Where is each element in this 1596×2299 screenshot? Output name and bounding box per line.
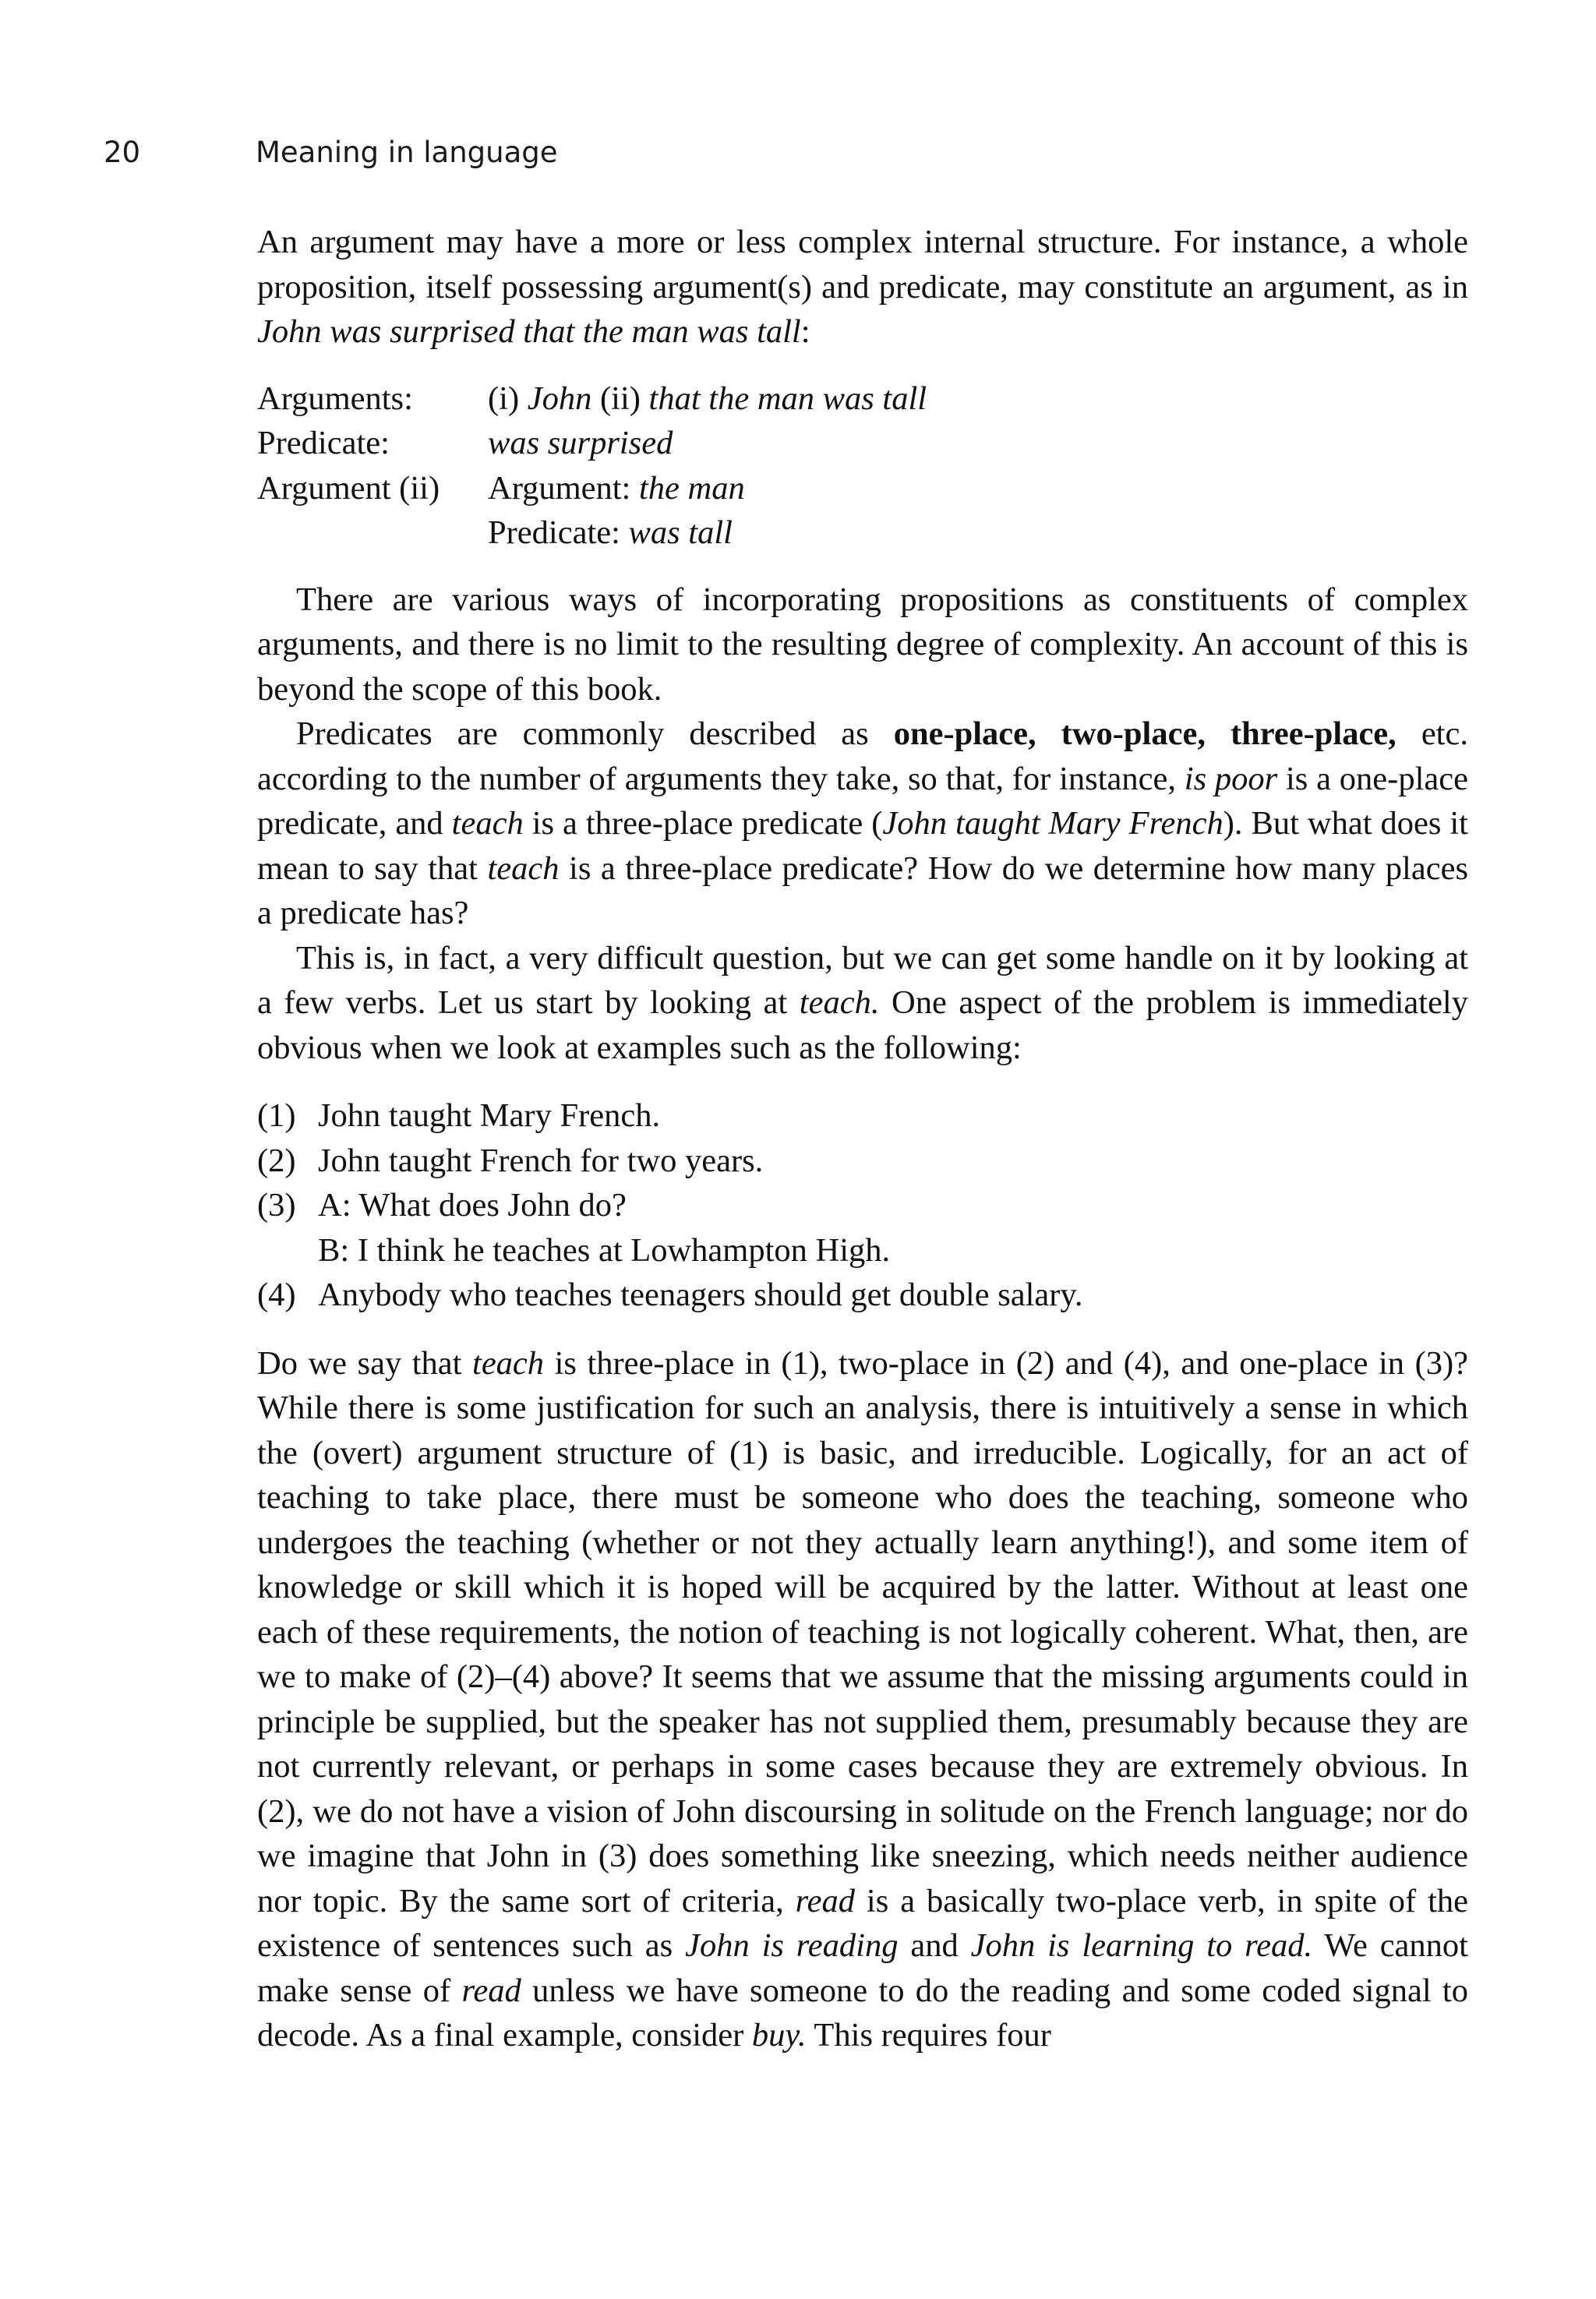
paragraph-complexity: There are various ways of incorporating propositions as constituents of complex arguments, and there is no limit to the resulting degree of complexity. An account of this is beyond the scope of this book. — [257, 581, 1468, 708]
analysis-label: Predicate: — [257, 425, 390, 461]
example-text: John taught French for two years. — [318, 1142, 764, 1179]
example-text: Anybody who teaches teenagers should get double salary. — [318, 1277, 1083, 1313]
text-run: : — [800, 313, 810, 350]
analysis-value: Predicate: was tall — [488, 514, 733, 551]
example-number: (3) — [257, 1187, 296, 1224]
paragraph-argument-structure — [257, 220, 1468, 355]
analysis-label: Argument (ii) — [257, 469, 440, 507]
analysis-label-empty — [257, 510, 488, 556]
example-number: (2) — [257, 1142, 296, 1179]
paragraph-place-predicates: Predicates are commonly described as one-place, two-place, three-place, etc. according to the number of arguments they take, so that, for instance, is poor is a one-place predicate, and teach is a three-place predicate (John taught Mary French). But what does it mean to say that teach is a three-place predicate? How do we determine how many places a predicate has? — [257, 715, 1468, 931]
example-sentence: John was surprised that the man was tall — [257, 313, 801, 350]
analysis-value: Argument: the man — [488, 469, 745, 507]
example-text: B: I think he teaches at Lowhampton High. — [318, 1231, 891, 1269]
example-number: (1) — [257, 1097, 296, 1134]
analysis-value: was surprised — [488, 425, 673, 461]
example-text: John taught Mary French. — [318, 1097, 661, 1134]
analysis-value: (i) John (ii) that the man was tall — [488, 380, 927, 417]
example-text: A: What does John do? — [318, 1187, 627, 1224]
paragraph-difficult-question: This is, in fact, a very difficult question, but we can get some handle on it by looking at a few verbs. Let us start by looking at teach. One aspect of the problem is immediately obvious when we look at examples such as the following: — [257, 939, 1468, 1066]
argument-analysis-table — [257, 376, 1468, 556]
running-title: Meaning in language — [256, 136, 558, 169]
running-header — [104, 131, 1460, 175]
example-list — [257, 1093, 1468, 1318]
example-number — [257, 1228, 318, 1273]
page-number: 20 — [104, 136, 141, 169]
text-run: An argument may have a more or less complex internal structure. For instance, a whole proposition, itself possessing argument(s) and predicate, may constitute an argument, as in — [257, 224, 1468, 305]
paragraph-teach-analysis: Do we say that teach is three-place in (1), two-place in (2) and (4), and one-place in (3)? While there is some justification for such an analysis, there is intuitively a sense in which the (overt) argument structure of (1) is basic, and irreducible. Logically, for an act of teaching to take place, there must be someone who does the teaching, someone who undergoes the teaching (whether or not they actually learn anything!), and some item of knowledge or skill which it is hoped will be acquired by the latter. Without at least one each of these requirements, the notion of teaching is not logically coherent. What, then, are we to make of (2)–(4) above? It seems that we assume that the missing arguments could in principle be supplied, but the speaker has not supplied them, presumably because they are not currently relevant, or perhaps in some cases because they are extremely obvious. In (2), we do not have a vision of John discoursing in solitude on the French language; nor do we imagine that John in (3) does something like sneezing, which needs neither audience nor topic. By the same sort of criteria, read is a basically two-place verb, in spite of the existence of sentences such as John is reading and John is learning to read. We cannot make sense of read unless we have someone to do the reading and some coded signal to decode. As a final example, consider buy. This requires four — [257, 1344, 1469, 2054]
analysis-label: Arguments: — [257, 380, 413, 417]
example-number: (4) — [257, 1277, 296, 1313]
body-text — [257, 220, 1468, 2058]
